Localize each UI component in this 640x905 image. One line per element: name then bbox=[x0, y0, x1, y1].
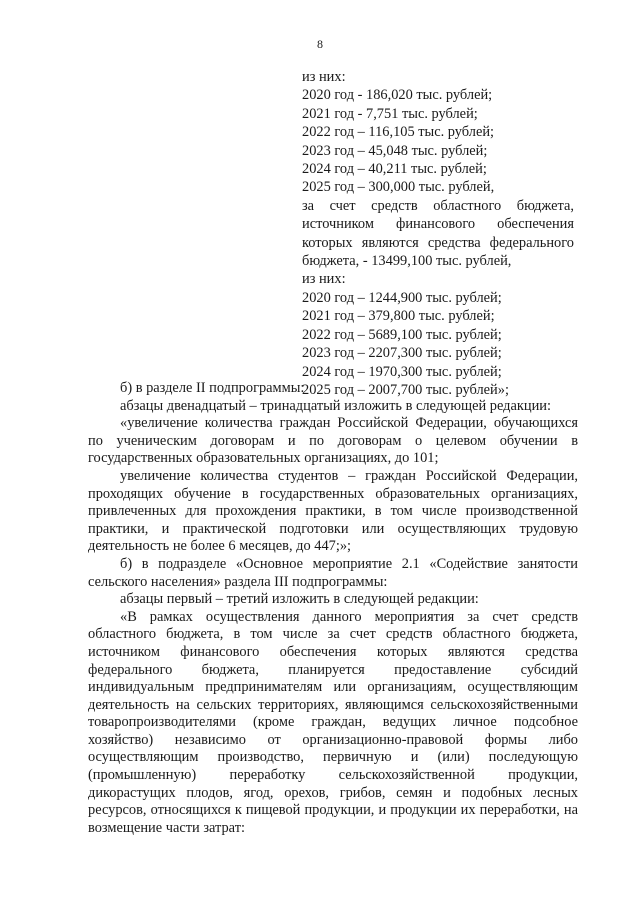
list-item: 2022 год – 5689,100 тыс. рублей; bbox=[302, 326, 502, 343]
federal-text-line: которых являются средства федерального bbox=[302, 234, 574, 251]
list-item: 2023 год – 45,048 тыс. рублей; bbox=[302, 142, 488, 159]
paragraph: абзацы первый – третий изложить в следующей редакции: bbox=[120, 591, 479, 608]
list-item: 2023 год – 2207,300 тыс. рублей; bbox=[302, 345, 502, 362]
page-number: 8 bbox=[317, 37, 323, 51]
document-body bbox=[88, 380, 578, 837]
paragraph: б) в разделе II подпрограммы: bbox=[120, 380, 305, 396]
funding-list bbox=[302, 68, 574, 399]
paragraph: абзацы двенадцатый – тринадцатый изложить в следующей редакции: bbox=[120, 397, 551, 414]
list-item: 2025 год – 300,000 тыс. рублей, bbox=[302, 179, 495, 196]
list-item: 2024 год – 40,211 тыс. рублей; bbox=[302, 161, 487, 178]
paragraph: увеличение количества студентов – граждан Российской Федерации, проходящих обучение в государственных образовательных организациях, привлеченных для прохождения практики, в том числе производственной практики, и практической подготовки или осуществляющих трудовую деятельность не более 6 месяцев, до 447;»; bbox=[88, 467, 578, 555]
federal-text-line: бюджета, - 13499,100 тыс. рублей, bbox=[302, 253, 512, 270]
federal-text-line: за счет средств областного бюджета, bbox=[302, 197, 574, 214]
list-item: 2024 год – 1970,300 тыс. рублей; bbox=[302, 363, 502, 380]
paragraph: «В рамках осуществления данного мероприятия за счет средств областного бюджета, в том числе за счет средств областного бюджета, источником финансового обеспечения которых являются средства федерального бюджета, планируется предоставление субсидий индивидуальным предпринимателям или организациям, осуществляющим деятельность на сельских территориях, являющимся сельскохозяйственными товаропроизводителями (кроме граждан, ведущих личное подсобное хозяйство) независимо от организационно-правовой формы либо осуществляющим производство, первичную и (или) последующую (промышленную) переработку сельскохозяйственной продукции, дикорастущих плодов, ягод, орехов, грибов, семян и подобных лесных ресурсов, относящихся к пищевой продукции, и продукции их переработки, на возмещение части затрат: bbox=[88, 608, 578, 836]
list-item: из них: bbox=[302, 69, 346, 85]
list-item: 2020 год – 1244,900 тыс. рублей; bbox=[302, 289, 502, 306]
list-item: 2021 год - 7,751 тыс. рублей; bbox=[302, 105, 478, 122]
paragraph: «увеличение количества граждан Российской Федерации, обучающихся по ученическим договорам и по договорам о целевом обучении в государственных образовательных организациях, до 101; bbox=[88, 415, 578, 467]
list-item: из них: bbox=[302, 271, 346, 288]
federal-text-line: источником финансового обеспечения bbox=[302, 216, 574, 233]
list-item: 2020 год - 186,020 тыс. рублей; bbox=[302, 87, 493, 104]
paragraph: б) в подразделе «Основное мероприятие 2.1 «Содействие занятости сельского населения» раздела III подпрограммы: bbox=[88, 555, 578, 590]
list-item: 2022 год – 116,105 тыс. рублей; bbox=[302, 124, 495, 141]
list-item: 2025 год – 2007,700 тыс. рублей»; bbox=[302, 381, 509, 398]
list-item: 2021 год – 379,800 тыс. рублей; bbox=[302, 308, 495, 325]
